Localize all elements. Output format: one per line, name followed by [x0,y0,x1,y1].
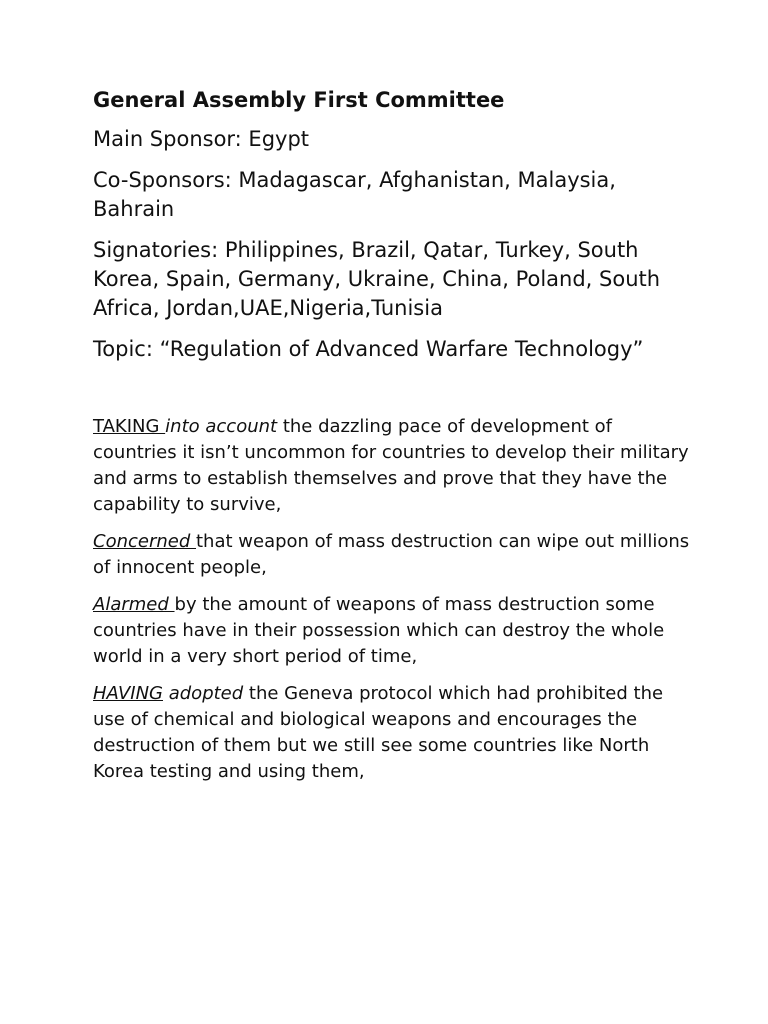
clause-body: that weapon of mass destruction can wipe out millions of innocent people, [93,531,690,578]
clause-body: the Geneva protocol which had prohibited the use of chemical and biological weapons and encourages the destruction of them but we still see some countries like North Korea testing and using them, [93,683,664,782]
committee-title: General Assembly First Committee [93,88,505,112]
co-sponsors: Co-Sponsors: Madagascar, Afghanistan, Malaysia, Bahrain [93,168,616,221]
clause-body: by the amount of weapons of mass destruction some countries have in their possession which can destroy the whole world in a very short period of time, [93,594,665,667]
main-sponsor: Main Sponsor: Egypt [93,127,310,151]
clause-concerned [93,529,693,581]
clause-lead-word: HAVING [93,683,163,704]
clause-having-adopted [93,681,693,785]
clause-alarmed [93,592,693,670]
clause-lead-word: Concerned [93,531,196,552]
topic: Topic: “Regulation of Advanced Warfare Technology” [93,337,644,361]
clause-lead-word: TAKING [93,416,166,437]
clause-lead-word: Alarmed [93,594,175,615]
preambulatory-clauses [93,414,693,785]
clause-lead-phrase: adopted [163,683,244,704]
clause-body: the dazzling pace of development of countries it isn’t uncommon for countries to develop their military and arms to establish themselves and prove that they have the capability to survive, [93,416,689,515]
clause-lead-phrase: into account [165,416,278,437]
signatories: Signatories: Philippines, Brazil, Qatar, Turkey, South Korea, Spain, Germany, Ukraine, China, Poland, South Africa, Jordan,UAE,Nigeria,Tunisia [93,238,661,320]
clause-taking-into-account [93,414,693,518]
document-page [93,86,693,796]
